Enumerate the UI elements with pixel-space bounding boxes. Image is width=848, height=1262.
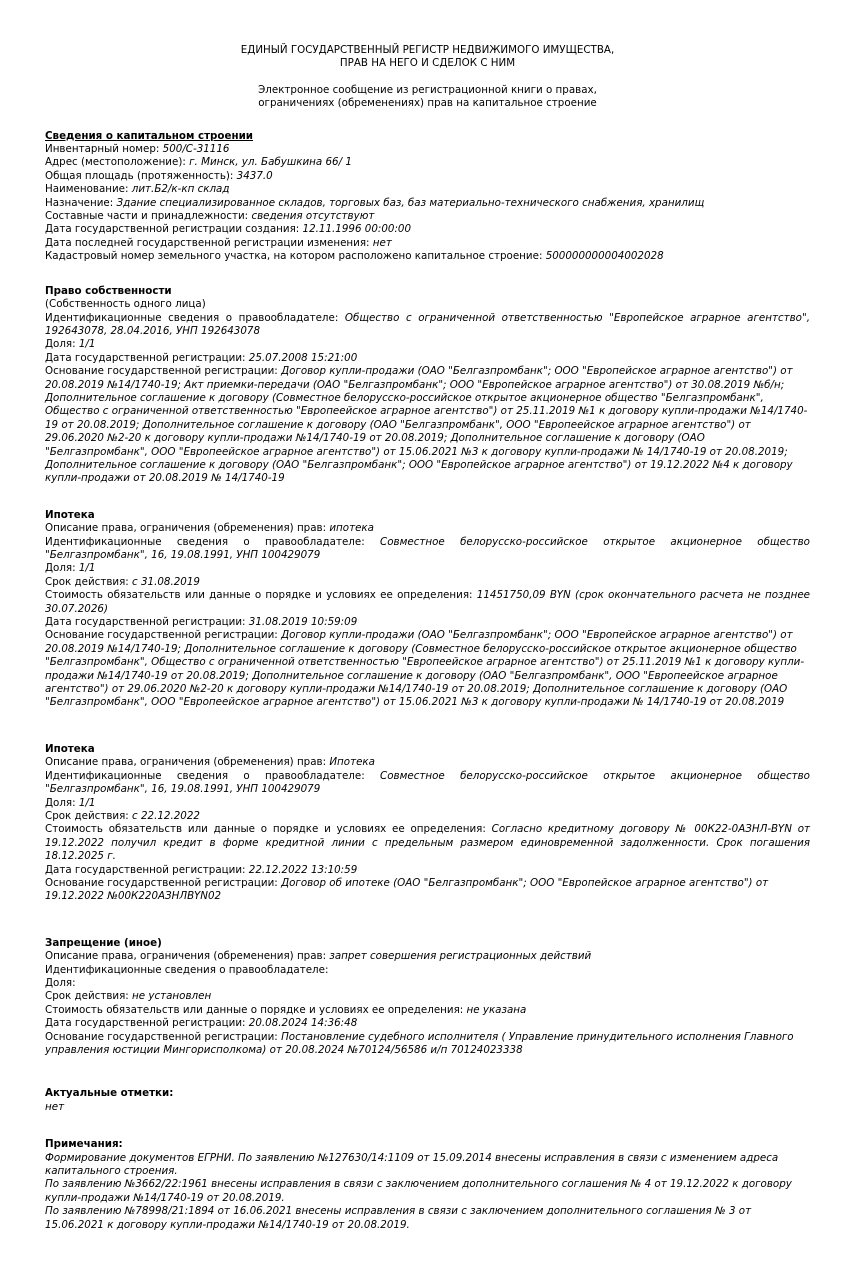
field-mortgage1-obligation-value-label: Стоимость обязательств или данные о порядке и условиях ее определения: <box>45 589 473 602</box>
field-prohibition-registration-date <box>45 1017 810 1030</box>
field-last-change-date-label: Дата последней государственной регистрации изменения: <box>45 236 370 249</box>
field-mortgage1-registration-basis-value: Договор купли-продажи (ОАО "Белгазпромбанк"; ООО "Европейское аграрное агентство") от 20.08.2019 №14/1740-19; Дополнительное соглашение к договору (Совместное белорусско-российское открытое акционерное общество "Белгазпромбанк", Общество с ограниченной ответственностью "Европеейское аграрное агентство") от 25.11.2019 №1 к договору купли-продажи №14/1740-19 от 20.08.2019; Дополнительное соглашение к договору (ОАО "Белгазпромбанк", ООО "Европеейское аграрное агентство") от 29.06.2020 №2-20 к договору купли-продажи №14/1740-19 от 20.08.2019; Дополнительное соглашение к договору (ОАО "Белгазпромбанк", ООО "Европеейское аграрное агентство") от 15.06.2021 №3 к договору купли-продажи № 14/1740-19 от 20.08.2019 <box>45 629 805 709</box>
field-cadastral-number-label: Кадастровый номер земельного участка, на котором расположено капитальное строение: <box>45 250 543 263</box>
section-ownership-title: Право собственности <box>45 284 172 297</box>
field-cadastral-number-value: 500000000004002028 <box>545 250 664 263</box>
section-notes <box>45 1138 810 1232</box>
field-prohibition-right-description-value: запрет совершения регистрационных действий <box>329 950 592 963</box>
field-prohibition-rightholder-label: Идентификационные сведения о правообладателе: <box>45 963 329 976</box>
field-creation-registration-date-label: Дата государственной регистрации создания: <box>45 223 300 236</box>
field-mortgage2-registration-date-label: Дата государственной регистрации: <box>45 863 246 876</box>
section-actual-marks <box>45 1087 810 1114</box>
field-prohibition-validity-period <box>45 990 810 1003</box>
field-purpose-label: Назначение: <box>45 196 114 209</box>
section-mortgage-1 <box>45 509 810 710</box>
field-address <box>45 156 810 169</box>
field-inventory-number-value: 500/С-31116 <box>162 143 230 156</box>
field-mortgage1-registration-date-label: Дата государственной регистрации: <box>45 616 246 629</box>
field-prohibition-right-description <box>45 950 810 963</box>
field-cadastral-number <box>45 250 810 263</box>
field-mortgage2-registration-basis <box>45 877 810 904</box>
document-title-line-2: ПРАВ НА НЕГО И СДЕЛОК С НИМ <box>339 57 516 70</box>
field-ownership-rightholder-value: Общество с ограниченной ответственностью "Европейское аграрное агентство", 192643078, 28.04.2016, УНП 192643078 <box>45 311 810 337</box>
field-prohibition-registration-basis-value: Постановление судебного исполнителя ( Управление принудительного исполнения Главного управления юстиции Мингорисполкома) от 20.08.2024 №70124/56586 и/п 70124023338 <box>45 1030 794 1056</box>
field-prohibition-obligation-value-value: не указана <box>466 1003 527 1016</box>
field-mortgage2-obligation-value <box>45 823 810 863</box>
note-paragraph-3-text: По заявлению №78998/21:1894 от 16.06.2021 внесены исправления в связи с заключением дополнительного соглашения № 3 от 15.06.2021 к договору купли-продажи №14/1740-19 от 20.08.2019. <box>45 1205 752 1231</box>
field-mortgage1-share <box>45 562 810 575</box>
field-prohibition-registration-basis <box>45 1031 810 1058</box>
field-inventory-number <box>45 143 810 156</box>
field-mortgage2-registration-date <box>45 864 810 877</box>
field-building-name <box>45 183 810 196</box>
field-mortgage1-right-description-value: ипотека <box>329 522 374 535</box>
field-mortgage1-share-label: Доля: <box>45 562 76 575</box>
field-ownership-share-label: Доля: <box>45 338 76 351</box>
section-actual-marks-title: Актуальные отметки: <box>45 1087 174 1100</box>
field-mortgage2-obligation-value-value: Согласно кредитному договору № 00К22-0АЗНЛ-BYN от 19.12.2022 получил кредит в форме кредитной линии с предельным размером единовременной задолженности. Срок погашения 18.12.2025 г. <box>45 823 811 863</box>
field-ownership-registration-date-value: 25.07.2008 15:21:00 <box>248 351 358 364</box>
ownership-type-note <box>45 298 810 311</box>
section-ownership <box>45 285 810 486</box>
field-mortgage2-rightholder-value: Совместное белорусско-российское открытое акционерное общество "Белгазпромбанк", 16, 19.08.1991, УНП 100429079 <box>45 769 810 796</box>
field-mortgage1-obligation-value <box>45 589 810 616</box>
field-building-name-label: Наименование: <box>45 183 129 196</box>
document-title <box>45 44 810 71</box>
field-mortgage2-right-description <box>45 756 810 769</box>
field-prohibition-right-description-label: Описание права, ограничения (обременения) прав: <box>45 950 327 963</box>
field-mortgage1-rightholder-value: Совместное белорусско-российское открытое акционерное общество "Белгазпромбанк", 16, 19.08.1991, УНП 100429079 <box>45 535 810 561</box>
field-creation-registration-date-value: 12.11.1996 00:00:00 <box>302 223 412 236</box>
field-mortgage1-right-description-label: Описание права, ограничения (обременения) прав: <box>45 522 327 535</box>
note-paragraph-1-text: Формирование документов ЕГРНИ. По заявлению №127630/14:1109 от 15.09.2014 внесены исправления в связи с изменением адреса капитального строения. <box>45 1151 779 1178</box>
note-paragraph-2 <box>45 1178 810 1205</box>
field-mortgage1-obligation-value-value: 11451750,09 BYN (срок окончательного расчета не позднее 30.07.2026) <box>45 589 810 615</box>
section-mortgage-2 <box>45 743 810 904</box>
field-mortgage1-right-description <box>45 522 810 535</box>
field-mortgage2-validity-period <box>45 810 810 823</box>
field-ownership-share <box>45 338 810 351</box>
field-building-name-value: лит.Б2/к-кп склад <box>131 183 230 196</box>
field-mortgage2-rightholder-label: Идентификационные сведения о правообладателе: <box>45 769 365 782</box>
field-mortgage1-validity-period-label: Срок действия: <box>45 575 129 588</box>
field-components-label: Составные части и принадлежности: <box>45 210 249 223</box>
field-prohibition-obligation-value <box>45 1004 810 1017</box>
field-prohibition-validity-period-label: Срок действия: <box>45 990 129 1003</box>
field-components <box>45 210 810 223</box>
field-last-change-date-value: нет <box>372 236 392 249</box>
ownership-type-note-label: (Собственность одного лица) <box>45 298 206 311</box>
field-ownership-registration-basis-label: Основание государственной регистрации: <box>45 365 278 378</box>
field-prohibition-rightholder <box>45 964 810 977</box>
field-mortgage2-registration-basis-value: Договор об ипотеке (ОАО "Белгазпромбанк"; ООО "Европейское аграрное агентство") от 19.12.2022 №00К220АЗНЛBYN02 <box>45 876 769 903</box>
field-total-area-value: 3437.0 <box>236 169 273 182</box>
field-address-value: г. Минск, ул. Бабушкина 66/ 1 <box>189 156 352 169</box>
document-subtitle-line-1: Электронное сообщение из регистрационной книги о правах, <box>258 83 597 96</box>
field-components-value: сведения отсутствуют <box>251 210 375 223</box>
document-title-line-1: ЕДИНЫЙ ГОСУДАРСТВЕННЫЙ РЕГИСТР НЕДВИЖИМОГО ИМУЩЕСТВА, <box>240 44 615 56</box>
field-prohibition-registration-date-value: 20.08.2024 14:36:48 <box>248 1017 358 1030</box>
field-total-area-label: Общая площадь (протяженность): <box>45 169 234 182</box>
field-actual-marks-value: нет <box>45 1100 65 1113</box>
field-ownership-registration-basis-value: Договор купли-продажи (ОАО "Белгазпромбанк"; ООО "Европейское аграрное агентство") от 20.08.2019 №14/1740-19; Акт приемки-передачи (ОАО "Белгазпромбанк"; ООО "Европейское аграрное агентство") от 30.08.2019 №б/н; Дополнительное соглашение к договору (Совместное белорусско-российское открытое акционерное общество "Белгазпромбанк", Общество с ограниченной ответственностью "Европеейское аграрное агентство") от 25.11.2019 №1 к договору купли-продажи №14/1740-19 от 20.08.2019; Дополнительное соглашение к договору (ОАО "Белгазпромбанк", ООО "Европеейское аграрное агентство") от 29.06.2020 №2-20 к договору купли-продажи №14/1740-19 от 20.08.2019; Дополнительное соглашение к договору (ОАО "Белгазпромбанк", ООО "Европеейское аграрное агентство") от 15.06.2021 №3 к договору купли-продажи № 14/1740-19 от 20.08.2019; Дополнительное соглашение к договору (ОАО "Белгазпромбанк"; ООО "Европейское аграрное агентство") от 19.12.2022 №4 к договору купли-продажи от 20.08.2019 № 14/1740-19 <box>45 365 808 485</box>
field-mortgage2-validity-period-label: Срок действия: <box>45 809 129 822</box>
field-ownership-registration-date-label: Дата государственной регистрации: <box>45 351 246 364</box>
field-prohibition-registration-basis-label: Основание государственной регистрации: <box>45 1030 278 1043</box>
field-mortgage2-share-value: 1/1 <box>78 796 96 809</box>
section-notes-title: Примечания: <box>45 1138 123 1151</box>
document-subtitle-line-2: ограничениях (обременениях) прав на капитальное строение <box>258 97 597 110</box>
field-mortgage2-validity-period-value: с 22.12.2022 <box>132 809 200 822</box>
field-actual-marks <box>45 1101 810 1114</box>
field-inventory-number-label: Инвентарный номер: <box>45 143 160 156</box>
field-ownership-share-value: 1/1 <box>78 338 96 351</box>
field-prohibition-share-label: Доля: <box>45 976 76 989</box>
section-mortgage-1-title: Ипотека <box>45 508 95 521</box>
field-mortgage1-registration-basis-label: Основание государственной регистрации: <box>45 629 278 642</box>
field-ownership-registration-date <box>45 352 810 365</box>
section-building-info-title: Сведения о капитальном строении <box>45 129 254 142</box>
document-subtitle <box>45 84 810 111</box>
field-mortgage1-rightholder-label: Идентификационные сведения о правообладателе: <box>45 535 365 548</box>
field-mortgage2-right-description-value: Ипотека <box>329 756 375 769</box>
section-prohibition <box>45 937 810 1058</box>
field-mortgage2-registration-basis-label: Основание государственной регистрации: <box>45 876 278 889</box>
field-creation-registration-date <box>45 223 810 236</box>
field-mortgage1-share-value: 1/1 <box>78 562 96 575</box>
section-mortgage-2-title: Ипотека <box>45 742 95 755</box>
field-mortgage1-validity-period <box>45 576 810 589</box>
note-paragraph-3 <box>45 1205 810 1232</box>
field-ownership-rightholder-label: Идентификационные сведения о правообладателе: <box>45 311 339 324</box>
note-paragraph-2-text: По заявлению №3662/22:1961 внесены исправления в связи с заключением дополнительного соглашения № 4 от 19.12.2022 к договору купли-продажи №14/1740-19 от 20.08.2019. <box>45 1178 792 1204</box>
section-prohibition-title: Запрещение (иное) <box>45 936 162 949</box>
field-ownership-rightholder <box>45 312 810 339</box>
field-mortgage1-registration-basis <box>45 629 810 709</box>
note-paragraph-1 <box>45 1152 810 1179</box>
field-purpose-value: Здание специализированное складов, торговых баз, баз материально-технического снабжения, хранилищ <box>116 196 705 209</box>
field-prohibition-share <box>45 977 810 990</box>
field-total-area <box>45 170 810 183</box>
field-prohibition-validity-period-value: не установлен <box>132 990 212 1003</box>
field-mortgage1-rightholder <box>45 536 810 563</box>
field-mortgage1-registration-date-value: 31.08.2019 10:59:09 <box>248 616 358 629</box>
field-last-change-date <box>45 237 810 250</box>
field-address-label: Адрес (местоположение): <box>45 156 186 169</box>
field-mortgage2-right-description-label: Описание права, ограничения (обременения) прав: <box>45 756 327 769</box>
field-prohibition-registration-date-label: Дата государственной регистрации: <box>45 1017 246 1030</box>
field-purpose <box>45 197 810 210</box>
section-building-info <box>45 130 810 264</box>
field-mortgage1-registration-date <box>45 616 810 629</box>
field-prohibition-obligation-value-label: Стоимость обязательств или данные о порядке и условиях ее определения: <box>45 1003 464 1016</box>
field-mortgage2-share-label: Доля: <box>45 796 76 809</box>
field-mortgage2-registration-date-value: 22.12.2022 13:10:59 <box>248 863 358 876</box>
field-mortgage2-share <box>45 797 810 810</box>
field-mortgage2-obligation-value-label: Стоимость обязательств или данные о порядке и условиях ее определения: <box>45 823 486 836</box>
field-ownership-registration-basis <box>45 365 810 486</box>
field-mortgage1-validity-period-value: с 31.08.2019 <box>132 575 200 588</box>
field-mortgage2-rightholder <box>45 770 810 797</box>
